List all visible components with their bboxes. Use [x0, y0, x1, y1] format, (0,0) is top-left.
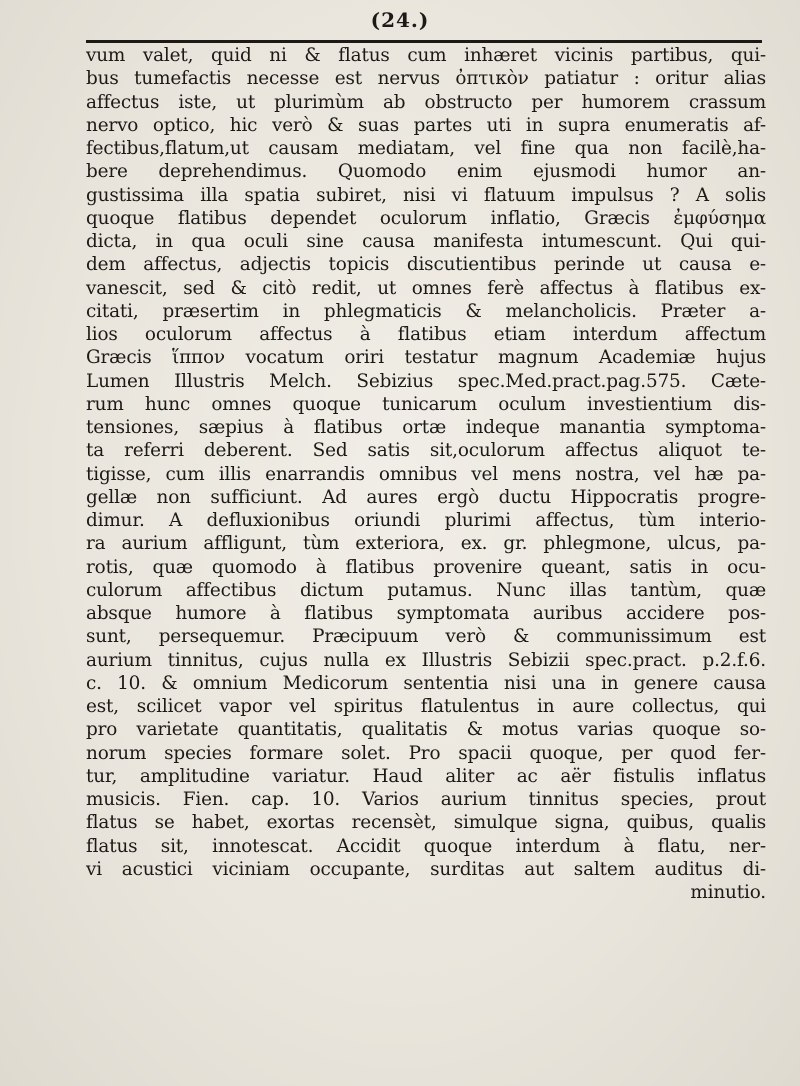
text-line: Lumen Illustris Melch. Sebizius spec.Med.pract.pag.575. Cæte-	[86, 370, 766, 392]
text-line: nervo optico, hic verò & suas partes uti in supra enumeratis af-	[86, 114, 766, 136]
body-text	[86, 44, 766, 904]
text-line: vum valet, quid ni & flatus cum inhæret vicinis partibus, qui-	[86, 45, 766, 66]
text-line: ra aurium affligunt, tùm exteriora, ex. gr. phlegmone, ulcus, pa-	[86, 533, 766, 555]
text-line: affectus iste, ut plurimùm ab obstructo per humorem crassum	[86, 91, 766, 113]
header-rule	[86, 40, 762, 43]
text-line: dimur. A defluxionibus oriundi plurimi affectus, tùm interio-	[86, 510, 766, 531]
text-line: citati, præsertim in phlegmaticis & melancholicis. Præter a-	[86, 300, 766, 322]
text-line: vi acustici viciniam occupante, surditas aut saltem auditus di-	[86, 858, 766, 880]
text-line: gustissima illa spatia subiret, nisi vi flatuum impulsus ? A solis	[86, 184, 766, 206]
text-line: dem affectus, adjectis topicis discutientibus perinde ut causa e-	[86, 254, 766, 276]
text-line: sunt, persequemur. Præcipuum verò & communissimum est	[86, 626, 766, 648]
text-line: ta referri deberent. Sed satis sit,oculorum affectus aliquot te-	[86, 440, 766, 462]
text-line: norum species formare solet. Pro spacii quoque, per quod fer-	[86, 742, 766, 764]
page-number-header: (24.)	[370, 8, 430, 32]
text-line: flatus se habet, exortas recensèt, simulque signa, quibus, qualis	[86, 812, 766, 834]
text-line: musicis. Fien. cap. 10. Varios aurium tinnitus species, prout	[86, 789, 766, 810]
text-line: bere deprehendimus. Quomodo enim ejusmodi humor an-	[86, 161, 766, 183]
text-line: lios oculorum affectus à flatibus etiam interdum affectum	[86, 324, 766, 345]
text-line: culorum affectibus dictum putamus. Nunc illas tantùm, quæ	[86, 579, 766, 601]
text-line: bus tumefactis necesse est nervus ὀπτικὸν patiatur : oritur alias	[86, 68, 766, 90]
text-line: gellæ non sufficiunt. Ad aures ergò ductu Hippocratis progre-	[86, 486, 766, 508]
text-line: fectibus,flatum,ut causam mediatam, vel fine qua non facilè,ha-	[86, 138, 766, 159]
text-line: pro varietate quantitatis, qualitatis & motus varias quoque so-	[86, 719, 766, 741]
text-line-catchword: minutio.	[690, 882, 766, 903]
text-line: tur, amplitudine variatur. Haud aliter ac aër fistulis inflatus	[86, 765, 766, 787]
text-line: tigisse, cum illis enarrandis omnibus vel mens nostra, vel hæ pa-	[86, 463, 766, 485]
text-line: Græcis ἵππον vocatum oriri testatur magnum Academiæ hujus	[86, 347, 766, 369]
text-line: flatus sit, innotescat. Accidit quoque interdum à flatu, ner-	[86, 835, 766, 857]
text-line: absque humore à flatibus symptomata auribus accidere pos-	[86, 603, 766, 624]
text-line: quoque flatibus dependet oculorum inflatio, Græcis ἐμφύσημα	[86, 207, 766, 229]
text-line: rotis, quæ quomodo à flatibus provenire queant, satis in ocu-	[86, 556, 766, 578]
text-line: est, scilicet vapor vel spiritus flatulentus in aure collectus, qui	[86, 696, 766, 717]
text-line: c. 10. & omnium Medicorum sententia nisi una in genere causa	[86, 672, 766, 694]
text-line: tensiones, sæpius à flatibus ortæ indeque manantia symptoma-	[86, 417, 766, 438]
text-line: vanescit, sed & citò redit, ut omnes ferè affectus à flatibus ex-	[86, 277, 766, 299]
text-line: aurium tinnitus, cujus nulla ex Illustris Sebizii spec.pract. p.2.f.6.	[86, 649, 766, 671]
text-line: rum hunc omnes quoque tunicarum oculum investientium dis-	[86, 393, 766, 415]
text-line: dicta, in qua oculi sine causa manifesta intumescunt. Qui qui-	[86, 231, 766, 252]
